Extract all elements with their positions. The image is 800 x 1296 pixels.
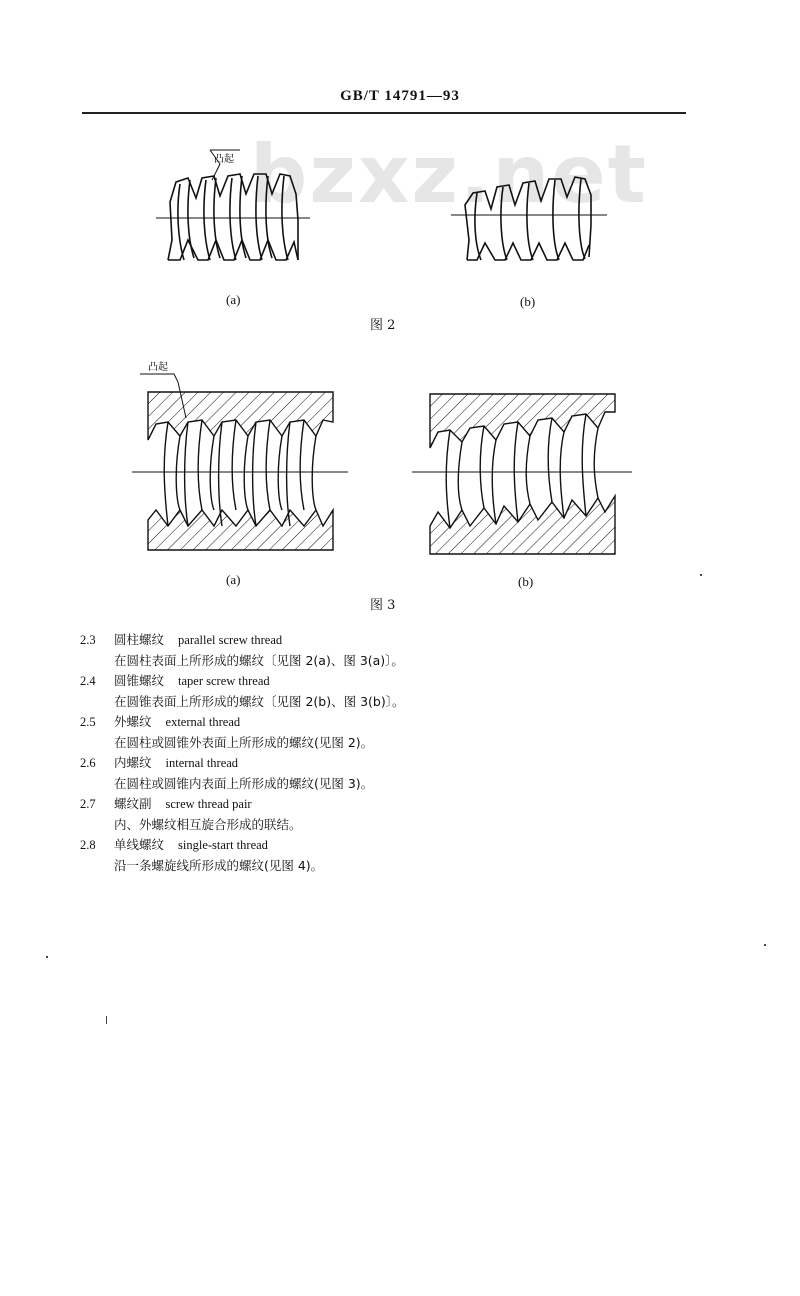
clause-2-4 [80, 671, 720, 712]
clause-number: 2.4 [80, 674, 96, 688]
figure-3a-caption: (a) [226, 572, 241, 587]
clause-2-7 [80, 794, 720, 835]
term-zh: 内螺纹 [114, 755, 152, 770]
clause-2-6 [80, 753, 720, 794]
term-zh: 圆锥螺纹 [114, 673, 165, 688]
figure-3a-internal-parallel-thread [128, 360, 353, 560]
clause-number: 2.5 [80, 715, 96, 729]
figure-3b-internal-taper-thread [410, 388, 635, 558]
scan-speck [46, 956, 48, 958]
figure-2a-external-parallel-thread [150, 140, 320, 270]
page-header: GB/T 14791—93 [340, 88, 460, 104]
figure-2a-caption: (a) [226, 292, 241, 307]
clause-number: 2.8 [80, 838, 96, 852]
figure-2-title: 图 2 [370, 318, 396, 333]
term-en: external thread [165, 715, 241, 729]
figure-2a-label: 凸起 [214, 154, 234, 165]
term-definition: 在圆锥表面上所形成的螺纹〔见图 2(b)、图 3(b)〕。 [114, 693, 405, 709]
clause-2-5 [80, 712, 720, 753]
term-definition: 在圆柱表面上所形成的螺纹〔见图 2(a)、图 3(a)〕。 [114, 652, 404, 668]
scan-speck [106, 1016, 107, 1024]
term-zh: 螺纹副 [114, 796, 152, 811]
term-en: single-start thread [178, 838, 268, 852]
watermark: bzxz.net [250, 128, 648, 221]
term-en: screw thread pair [165, 797, 252, 811]
term-en: internal thread [165, 756, 239, 770]
term-en: parallel screw thread [178, 633, 283, 647]
clause-number: 2.7 [80, 797, 96, 811]
figure-2b-external-taper-thread [445, 165, 615, 270]
figure-3b-caption: (b) [518, 574, 534, 589]
scan-speck [764, 944, 766, 946]
term-zh: 单线螺纹 [114, 837, 165, 852]
figure-3a-label: 凸起 [148, 362, 168, 373]
clause-number: 2.6 [80, 756, 96, 770]
clause-number: 2.3 [80, 633, 96, 647]
term-definition: 在圆柱或圆锥内表面上所形成的螺纹(见图 3)。 [114, 775, 374, 791]
header-rule [82, 112, 686, 114]
figure-2b-caption: (b) [520, 294, 536, 309]
term-definition: 内、外螺纹相互旋合形成的联结。 [114, 816, 302, 832]
figure-3-title: 图 3 [370, 598, 396, 613]
term-zh: 圆柱螺纹 [114, 632, 165, 647]
clause-2-3 [80, 630, 720, 671]
term-definitions [80, 630, 720, 876]
term-zh: 外螺纹 [114, 714, 152, 729]
scan-speck [700, 574, 702, 576]
term-definition: 在圆柱或圆锥外表面上所形成的螺纹(见图 2)。 [114, 734, 374, 750]
term-en: taper screw thread [178, 674, 270, 688]
term-definition: 沿一条螺旋线所形成的螺纹(见图 4)。 [114, 857, 324, 873]
clause-2-8 [80, 835, 720, 876]
